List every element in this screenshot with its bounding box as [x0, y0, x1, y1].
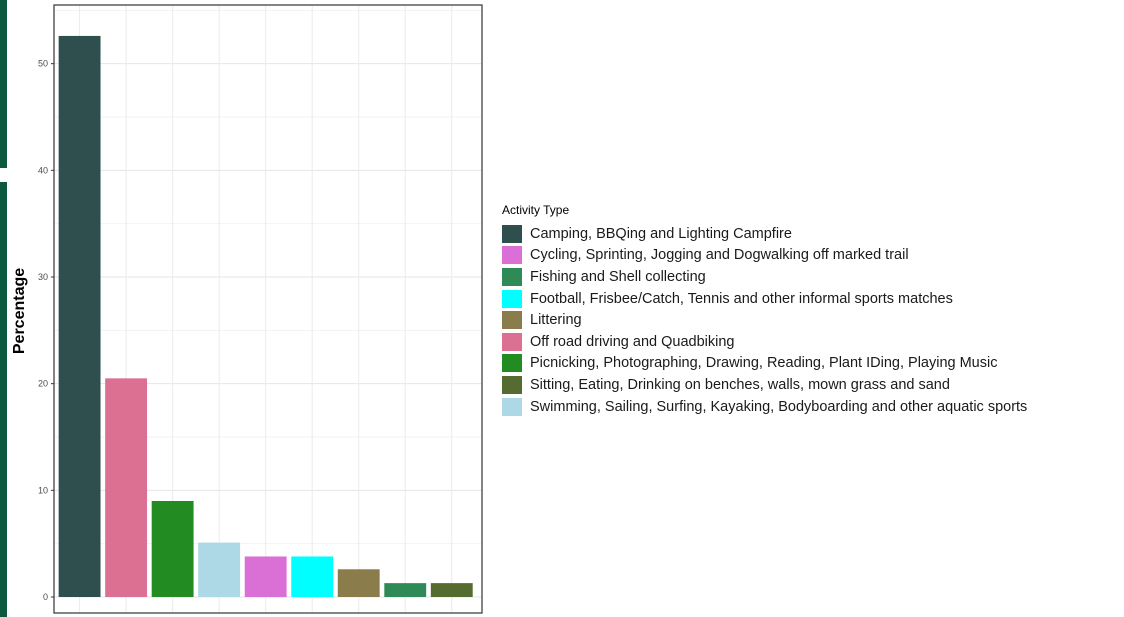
legend-label: Off road driving and Quadbiking — [530, 333, 735, 350]
legend-item — [502, 223, 1027, 245]
legend-label: Picnicking, Photographing, Drawing, Reading, Plant IDing, Playing Music — [530, 355, 998, 372]
legend-item — [502, 396, 1027, 418]
legend-label: Football, Frisbee/Catch, Tennis and other informal sports matches — [530, 290, 953, 307]
legend-item — [502, 266, 1027, 288]
legend-swatch — [502, 246, 522, 264]
y-tick-label: 0 — [42, 592, 48, 602]
y-tick-label: 30 — [37, 272, 48, 282]
legend-swatch — [502, 311, 522, 329]
y-tick-label: 50 — [37, 58, 48, 69]
legend-label: Sitting, Eating, Drinking on benches, walls, mown grass and sand — [530, 376, 950, 393]
bar — [198, 543, 240, 597]
legend-label: Camping, BBQing and Lighting Campfire — [530, 225, 792, 242]
legend-label: Swimming, Sailing, Surfing, Kayaking, Bodyboarding and other aquatic sports — [530, 398, 1028, 415]
y-axis-ticks — [38, 59, 54, 602]
y-tick-label: 40 — [37, 165, 48, 176]
legend-swatch — [502, 333, 522, 351]
legend-item — [502, 288, 1027, 310]
legend-item — [502, 353, 1027, 375]
legend-item — [502, 245, 1027, 267]
bar — [152, 501, 194, 597]
legend-swatch — [502, 290, 522, 308]
legend-label: Cycling, Sprinting, Jogging and Dogwalking off marked trail — [530, 247, 909, 264]
legend-item — [502, 331, 1027, 353]
legend-swatch — [502, 225, 522, 243]
bar — [291, 556, 333, 597]
legend-swatch — [502, 268, 522, 286]
bar — [59, 36, 101, 597]
y-axis-title: Percentage — [11, 267, 28, 355]
legend-title: Activity Type — [502, 203, 570, 217]
legend — [502, 203, 1027, 417]
legend-swatch — [502, 376, 522, 394]
bar — [384, 583, 426, 597]
legend-label: Fishing and Shell collecting — [530, 268, 706, 285]
bar — [105, 378, 147, 597]
legend-item — [502, 309, 1027, 331]
legend-swatch — [502, 354, 522, 372]
legend-label: Littering — [530, 312, 582, 329]
legend-items — [502, 223, 1027, 417]
legend-swatch — [502, 398, 522, 416]
bar — [245, 556, 287, 597]
y-tick-label: 20 — [37, 378, 48, 389]
y-tick-label: 10 — [37, 485, 48, 496]
legend-item — [502, 374, 1027, 396]
bar — [338, 569, 380, 597]
bar — [431, 583, 473, 597]
